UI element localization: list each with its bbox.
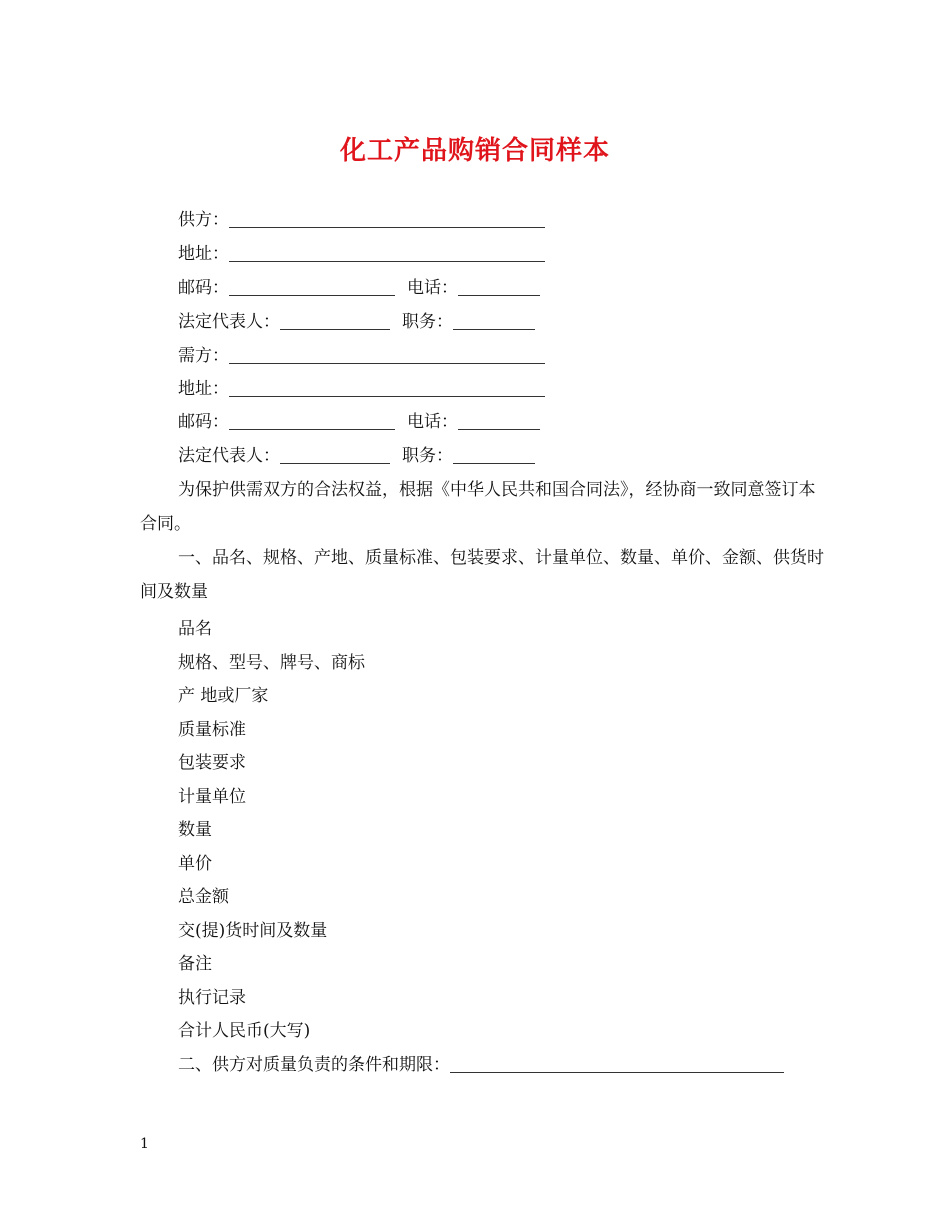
buyer-postcode-row (178, 410, 540, 434)
list-item: 单价 (178, 854, 212, 874)
buyer-name-blank[interactable] (229, 345, 545, 364)
buyer-address-label: 地址： (178, 379, 229, 399)
list-item: 计量单位 (178, 787, 246, 807)
supplier-position-blank[interactable] (453, 311, 535, 330)
document-title: 化工产品购销合同样本 (339, 136, 610, 166)
intro-paragraph: 为保护供需双方的合法权益，根据《中华人民共和国合同法》，经协商一致同意签订本合同。 (140, 480, 816, 534)
list-item: 数量 (178, 820, 212, 840)
list-item: 总金额 (178, 887, 229, 907)
buyer-name-label: 需方： (178, 346, 229, 366)
buyer-phone-blank[interactable] (458, 411, 540, 430)
supplier-phone-blank[interactable] (458, 277, 540, 296)
buyer-legal-rep-row (178, 444, 535, 468)
buyer-legal-rep-blank[interactable] (280, 445, 390, 464)
list-item: 执行记录 (178, 988, 246, 1008)
section-2-heading: 二、供方对质量负责的条件和期限： (178, 1055, 450, 1075)
supplier-phone-label: 电话： (407, 278, 458, 298)
supplier-legal-rep-blank[interactable] (280, 311, 390, 330)
buyer-postcode-label: 邮码： (178, 412, 229, 432)
list-item: 包装要求 (178, 753, 246, 773)
supplier-legal-rep-row (178, 310, 535, 334)
buyer-position-label: 职务： (402, 446, 453, 466)
page-number: 1 (140, 1136, 149, 1152)
list-item: 备注 (178, 954, 212, 974)
buyer-phone-label: 电话： (407, 412, 458, 432)
supplier-position-label: 职务： (402, 312, 453, 332)
supplier-postcode-label: 邮码： (178, 278, 229, 298)
supplier-name-row (178, 208, 545, 232)
buyer-name-row (178, 344, 545, 368)
supplier-address-blank[interactable] (229, 243, 545, 262)
section-2-row (178, 1053, 784, 1077)
section-1-heading: 一、品名、规格、产地、质量标准、包装要求、计量单位、数量、单价、金额、供货时间及数量 (140, 548, 824, 602)
supplier-address-row (178, 242, 545, 266)
list-item: 质量标准 (178, 720, 246, 740)
list-item: 规格、型号、牌号、商标 (178, 653, 365, 673)
list-item: 产 地或厂家 (178, 686, 269, 706)
list-item: 品名 (178, 619, 212, 639)
supplier-name-label: 供方： (178, 210, 229, 230)
buyer-legal-rep-label: 法定代表人： (178, 446, 280, 466)
supplier-postcode-blank[interactable] (229, 277, 395, 296)
section-2-blank[interactable] (450, 1054, 784, 1073)
supplier-address-label: 地址： (178, 244, 229, 264)
list-item: 交(提)货时间及数量 (178, 921, 328, 941)
buyer-address-row (178, 377, 545, 401)
supplier-legal-rep-label: 法定代表人： (178, 312, 280, 332)
supplier-name-blank[interactable] (229, 209, 545, 228)
supplier-postcode-row (178, 276, 540, 300)
buyer-address-blank[interactable] (229, 378, 545, 397)
buyer-position-blank[interactable] (453, 445, 535, 464)
buyer-postcode-blank[interactable] (229, 411, 395, 430)
list-item: 合计人民币(大写) (178, 1021, 311, 1041)
